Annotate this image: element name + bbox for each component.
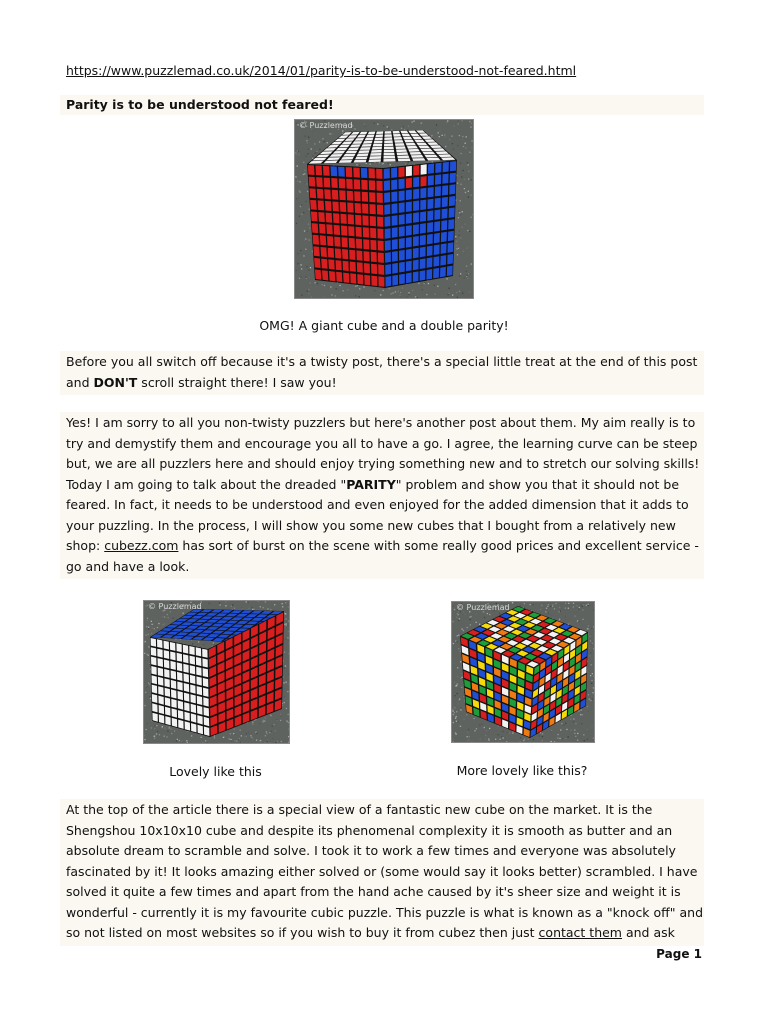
text-line: wonderful - currently it is my favourite cubic puzzle. This puzzle is what is known as a "knock off" and [66,904,704,920]
text-line: go and have a look. [66,558,190,574]
text-line: try and demystify them and encourage you all to have a go. I agree, the learning curve can be steep [66,435,698,451]
intro-paragraph [66,352,702,393]
body-paragraph-3 [66,800,702,944]
scrambled-cube-image [452,602,594,742]
page-number: Page 1 [656,947,702,961]
text-line: feared. In fact, it needs to be understood and even enjoyed for the added dimension that it adds to [66,497,689,512]
text-line: At the top of the article there is a special view of a fantastic new cube on the market. It is the [66,802,653,817]
text-line: so not listed on most websites so if you wish to buy it from cubez then just contact them and ask [66,925,675,940]
solved-cube-image [144,601,289,743]
photo-watermark: © Puzzlemad [299,121,353,130]
text-line: Today I am going to talk about the dreaded "PARITY" problem and show you that it should not be [66,476,680,492]
text-line: and DON'T scroll straight there! I saw you! [66,374,337,390]
text-line: but, we are all puzzlers here and should enjoy trying something new and to stretch our solving skills! [66,456,700,471]
emphasis: PARITY [346,476,396,492]
photo-solved-cube [143,600,290,744]
text-line: Yes! I am sorry to all you non-twisty puzzlers but here's another post about them. My aim really is to [66,415,696,430]
contact-link[interactable]: contact them [538,925,622,940]
source-url[interactable]: https://www.puzzlemad.co.uk/2014/01/parity-is-to-be-understood-not-feared.html [66,63,577,78]
photo-watermark: © Puzzlemad [148,602,202,611]
text-line: fascinated by it! It looks amazing either solved or (some would say it looks better) scrambled. I have [66,863,698,879]
cubezz-link[interactable]: cubezz.com [104,538,179,553]
page-title: Parity is to be understood not feared! [66,97,334,112]
emphasis: DON'T [93,374,138,390]
photo-scrambled-cube [451,601,595,743]
text-line: your puzzling. In the process, I will show you some new cubes that I bought from a relatively new [66,517,676,533]
figure-caption: More lovely like this? [456,763,588,778]
figure-caption: OMG! A giant cube and a double parity! [259,318,509,333]
text-line: Before you all switch off because it's a twisty post, there's a special little treat at the end of this post [66,354,698,369]
text-line: Shengshou 10x10x10 cube and despite its phenomenal complexity it is smooth as butter and an [66,822,673,838]
photo-watermark: © Puzzlemad [456,603,510,612]
text-line: absolute dream to scramble and solve. I took it to work a few times and everyone was absolutely [66,843,676,858]
text-line: solved it quite a few times and apart from the hand ache caused by it's sheer size and weight it is [66,884,681,899]
cube-parity-image [295,120,473,298]
figure-caption: Lovely like this [169,764,262,779]
text-line: shop: cubezz.com has sort of burst on the scene with some really good prices and excellent service - [66,538,699,553]
photo-10x10-cube-parity [294,119,474,299]
body-paragraph-2 [66,413,702,577]
